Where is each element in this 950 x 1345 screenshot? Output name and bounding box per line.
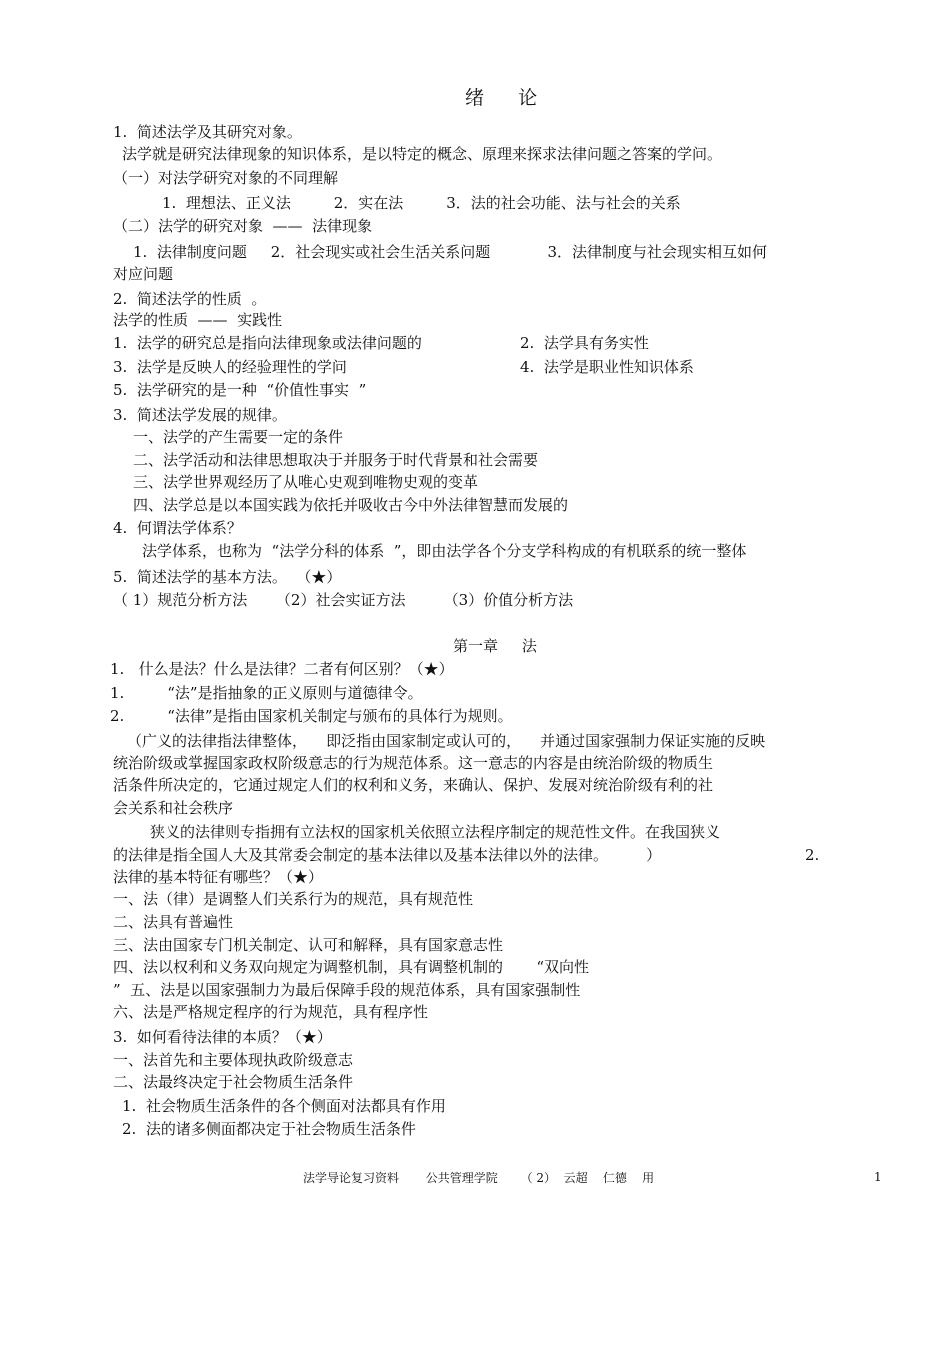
broad-law-paragraph-line: 会关系和社会秩序 [113,799,234,817]
question-3-item: 二、法学活动和法律思想取决于并服务于时代背景和社会需要 [133,451,539,469]
question-1-section-2-items: 1. 法律制度问题 2．社会现实或社会生活关系问题 3．法律制度与社会现实相互如何 [133,243,767,261]
footer-text: 法学导论复习资料 公共管理学院 （ 2） 云超 仁德 用 [303,1171,655,1185]
question-1-section-1: （一）对法学研究对象的不同理解 [113,169,339,187]
question-5: 5. 简述法学的基本方法。 （★） [113,568,342,586]
page-number: 1 [874,1170,882,1184]
broad-law-paragraph-line: 活条件所决定的，它通过规定人们的权利和义务，来确认、保护、发展对统治阶级有利的社 [113,776,714,794]
question-1: 1. 简述法学及其研究对象。 [113,123,302,141]
law-feature-item: 二、法具有普遍性 [113,913,234,931]
law-feature-item: 一、法（律）是调整人们关系行为的规范，具有规范性 [113,890,474,908]
question-1-section-2: （二）法学的研究对象 —— 法律现象 [113,217,373,235]
chapter-question-2: 法律的基本特征有哪些？（★） [113,868,324,886]
law-essence-item: 二、法最终决定于社会物质生活条件 [113,1073,354,1091]
chapter-heading: 第一章 法 [453,637,537,655]
law-feature-item: 六、法是严格规定程序的行为规范，具有程序性 [113,1003,429,1021]
question-3-item: 三、法学世界观经历了从唯心史观到唯物史观的变革 [133,473,479,491]
chapter-question-2-number: 2. [805,846,820,864]
chapter-question-1-answer-2: 2. “法律”是指由国家机关制定与颁布的具体行为规则。 [110,707,513,725]
narrow-law-paragraph-line: 的法律是指全国人大及其常委会制定的基本法律以及基本法律以外的法律。 ） [113,846,662,864]
question-2-item-3: 3. 法学是反映人的经验理性的学问 [113,358,347,376]
question-2-item-1: 1. 法学的研究总是指向法律现象或法律问题的 [113,334,422,352]
question-1-section-2-continued: 对应问题 [113,265,174,283]
law-feature-item: ” 五、法是以国家强制力为最后保障手段的规范体系，具有国家强制性 [113,981,581,999]
chapter-question-1-answer-1: 1. “法”是指抽象的正义原则与道德律令。 [110,684,423,702]
question-5-items: （ 1）规范分析方法 （2）社会实证方法 （3）价值分析方法 [113,591,574,609]
chapter-question-3: 3. 如何看待法律的本质？（★） [113,1028,332,1046]
law-essence-subitem: 2. 法的诸多侧面都决定于社会物质生活条件 [122,1120,416,1138]
question-1-section-1-items: 1. 理想法、正义法 2．实在法 3．法的社会功能、法与社会的关系 [162,194,681,212]
law-feature-item: 三、法由国家专门机关制定、认可和解释，具有国家意志性 [113,936,504,954]
question-2-subtitle: 法学的性质 —— 实践性 [113,311,283,329]
chapter-question-1: 1. 什么是法？什么是法律？二者有何区别？（★） [110,660,454,678]
question-2: 2. 简述法学的性质 。 [113,290,267,308]
question-3-item: 一、法学的产生需要一定的条件 [133,428,344,446]
question-3: 3. 简述法学发展的规律。 [113,406,287,424]
narrow-law-paragraph-line: 狭义的法律则专指拥有立法权的国家机关依照立法程序制定的规范性文件。在我国狭义 [150,823,721,841]
question-4: 4. 何谓法学体系？ [113,519,242,537]
question-4-definition: 法学体系，也称为 “法学分科的体系 ”，即由法学各个分支学科构成的有机联系的统一整体 [142,542,747,560]
question-2-item-4: 4. 法学是职业性知识体系 [520,358,694,376]
law-essence-item: 一、法首先和主要体现执政阶级意志 [113,1051,354,1069]
law-feature-item: 四、法以权利和义务双向规定为调整机制，具有调整机制的 “双向性 [113,958,590,976]
question-2-item-5: 5. 法学研究的是一种 “价值性事实 ” [113,381,367,399]
law-essence-subitem: 1. 社会物质生活条件的各个侧面对法都具有作用 [122,1097,446,1115]
question-3-item: 四、法学总是以本国实践为依托并吸收古今中外法律智慧而发展的 [133,496,569,514]
question-1-definition: 法学就是研究法律现象的知识体系，是以特定的概念、原理来探求法律问题之答案的学问。 [122,145,723,163]
question-2-item-2: 2. 法学具有务实性 [520,334,649,352]
broad-law-paragraph-line: 统治阶级或掌握国家政权阶级意志的行为规范体系。这一意志的内容是由统治阶级的物质生 [113,754,714,772]
page-title: 绪 论 [465,87,540,109]
broad-law-paragraph-line: （广义的法律指法律整体， 即泛指由国家制定或认可的， 并通过国家强制力保证实施的反映 [127,732,766,750]
